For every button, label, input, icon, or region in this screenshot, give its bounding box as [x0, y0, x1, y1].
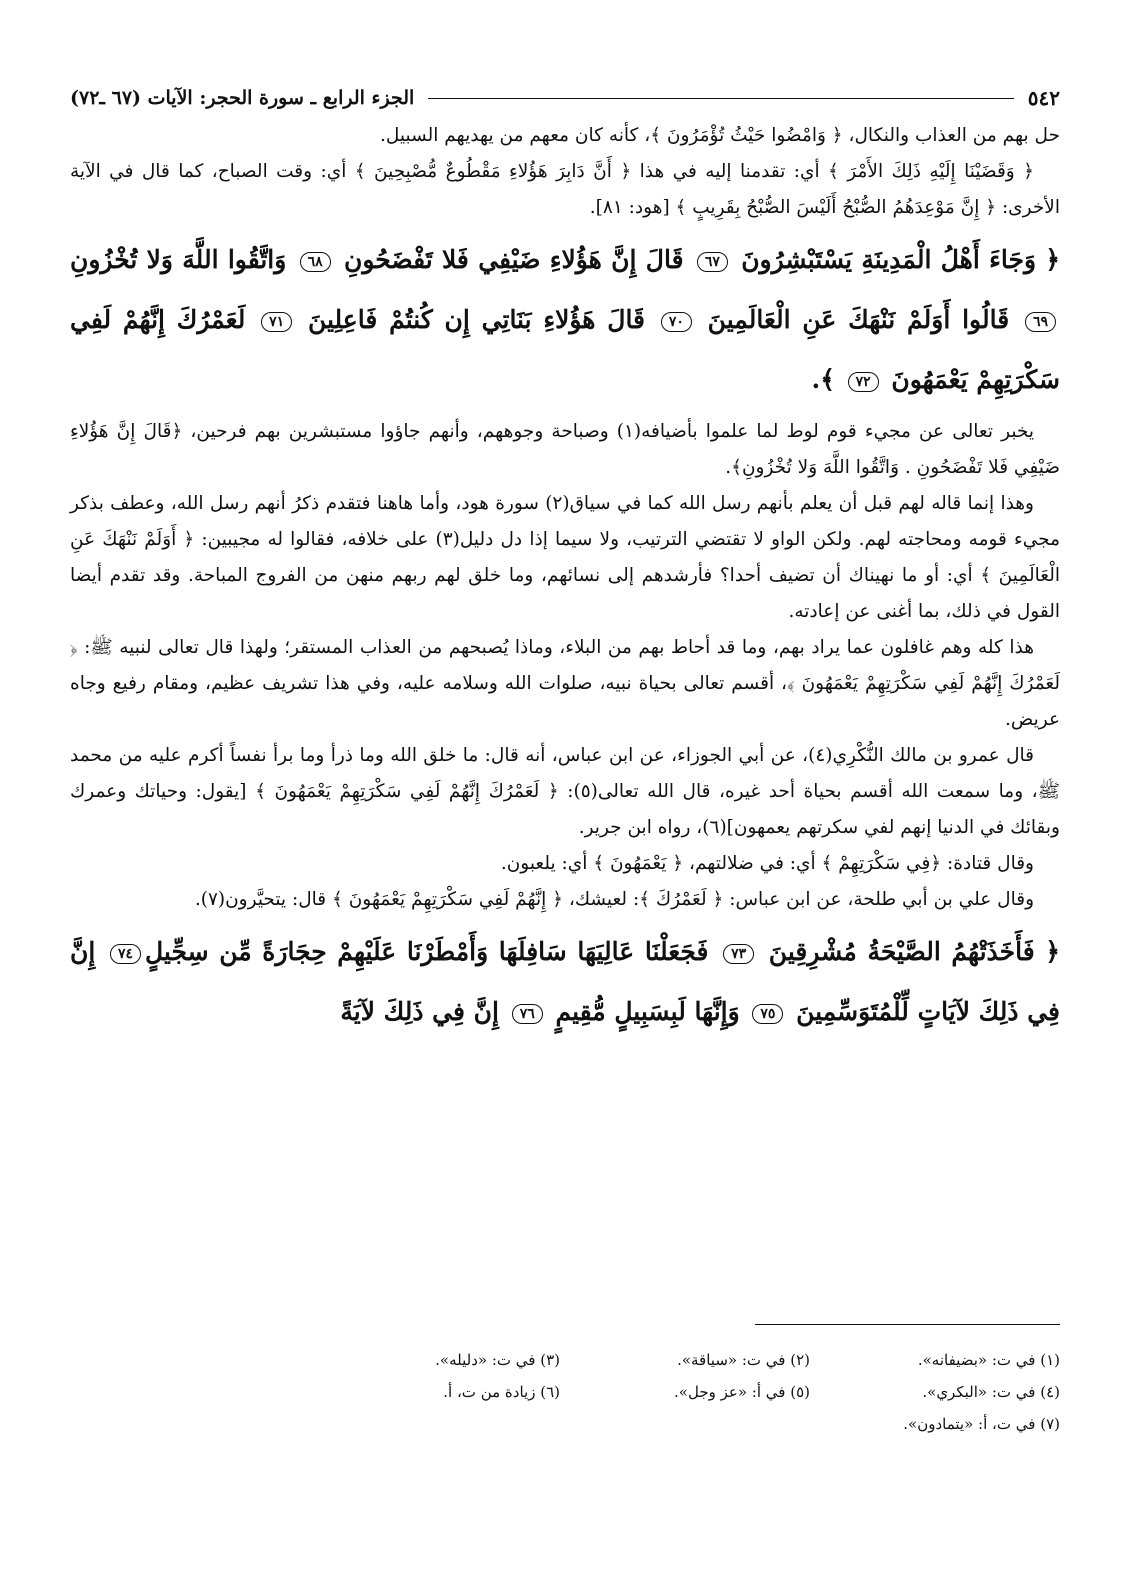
page-number: ٥٤٢ — [1027, 86, 1060, 110]
footnote-row — [300, 1344, 1060, 1376]
page-header — [70, 78, 1060, 118]
commentary-paragraph: وقال علي بن أبي طلحة، عن ابن عباس: ﴿ لَعَمْرُكَ ﴾: لعيشك، ﴿ إِنَّهُمْ لَفِي سَكْرَتِهِمْ يَعْمَهُونَ ﴾ قال: يتحيَّرون(٧). — [194, 889, 1034, 910]
footnote: (٦) زيادة من ت، أ. — [443, 1383, 560, 1401]
footnote: (٧) في ت، أ: «يتمادون». — [903, 1415, 1060, 1433]
commentary-paragraph: ﴿ وَقَضَيْنَا إِلَيْهِ ذَلِكَ الأَمْرَ ﴾ أي: تقدمنا إليه في هذا ﴿ أَنَّ دَابِرَ هَؤُلاءِ مَقْطُوعٌ مُّصْبِحِينَ ﴾ أي: وقت الصباح، كما قال في الآية الأخرى: ﴿ إِنَّ مَوْعِدَهُمُ الصُّبْحُ أَلَيْسَ الصُّبْحُ بِقَرِيبٍ ﴾ [هود: ٨١]. — [70, 161, 1060, 218]
commentary-paragraph: وقال قتادة: ﴿فِي سَكْرَتِهِمْ ﴾ أي: في ضلالتهم، ﴿ يَعْمَهُونَ ﴾ أي: يلعبون. — [500, 853, 1034, 874]
verse-text: لَعَمْرُكَ إِنَّهُمْ لَفِي سَكْرَتِهِمْ يَعْمَهُونَ — [70, 305, 1060, 394]
verse-number-marker: ٦٧ — [697, 252, 728, 272]
verse-text: وَإِنَّهَا لَبِسَبِيلٍ مُّقِيمٍ — [546, 997, 749, 1026]
verse-number-marker: ٧٣ — [723, 944, 754, 964]
verse-text: قَالَ إِنَّ هَؤُلاءِ ضَيْفِي فَلا تَفْضَحُونِ — [334, 245, 693, 274]
footnote-separator — [755, 1324, 1060, 1325]
commentary-paragraph: حل بهم من العذاب والنكال، ﴿ وَامْضُوا حَيْثُ تُؤْمَرُونَ ﴾، كأنه كان معهم من يهديهم السبيل. — [380, 125, 1060, 146]
verse-text: قَالَ هَؤُلاءِ بَنَاتِي إِن كُنتُمْ فَاعِلِينَ — [296, 305, 657, 334]
verse-text: إِنَّ فِي ذَلِكَ لآيَةً — [340, 997, 508, 1026]
footnotes — [300, 1344, 1060, 1440]
running-title: الجزء الرابع ـ سورة الحجر: الآيات (٦٧ ـ٧٢) — [70, 87, 415, 109]
verse-text: إِنَّ فِي ذَلِكَ لآيَاتٍ لِّلْمُتَوَسِّمِينَ — [70, 937, 1060, 1026]
verse-text: ﴿ وَجَاءَ أَهْلُ الْمَدِينَةِ يَسْتَبْشِرُونَ — [731, 245, 1060, 274]
verse-number-marker: ٧٥ — [752, 1004, 783, 1024]
commentary-paragraph: يخبر تعالى عن مجيء قوم لوط لما علموا بأضيافه(١) وصباحة وجوههم، وأنهم جاؤوا مستبشرين بهم فرحين، ﴿قَالَ إِنَّ هَؤُلاءِ ضَيْفِي فَلا تَفْضَحُونِ . وَاتَّقُوا اللَّهَ وَلا تُخْزُونِ﴾. — [70, 421, 1060, 478]
footnote-row — [300, 1408, 1060, 1440]
verse-number-marker: ٦٩ — [1025, 312, 1056, 332]
commentary-paragraph: وهذا إنما قاله لهم قبل أن يعلم بأنهم رسل الله كما في سياق(٢) سورة هود، وأما هاهنا فتقدم ذكرُ أنهم رسل الله، وعطف بذكر مجيء قومه ومحاجته لهم. ولكن الواو لا تقتضي الترتيب، ولا سيما إذا دل دليل(٣) على خلافه، فقالوا له مجيبين: ﴿ أَوَلَمْ نَنْهَكَ عَنِ الْعَالَمِينَ ﴾ أي: أو ما نهيناك أن تضيف أحدا؟ فأرشدهم إلى نسائهم، وما خلق لهم ربهم منهن من الفروج المباحة. وقد تقدم أيضا القول في ذلك، بما أغنى عن إعادته. — [70, 493, 1060, 622]
commentary-paragraph: قال عمرو بن مالك النُّكْرِي(٤)، عن أبي الجوزاء، عن ابن عباس، أنه قال: ما خلق الله وما ذرأ وما برأ نفساً أكرم عليه من محمد ﷺ، وما سمعت الله أقسم بحياة أحد غيره، قال الله تعالى(٥): ﴿ لَعَمْرُكَ إِنَّهُمْ لَفِي سَكْرَتِهِمْ يَعْمَهُونَ ﴾ [يقول: وحياتك وعمرك وبقائك في الدنيا إنهم لفي سكرتهم يعمهون](٦)، رواه ابن جرير. — [70, 745, 1060, 838]
verse-text: قَالُوا أَوَلَمْ نَنْهَكَ عَنِ الْعَالَمِينَ — [695, 305, 1021, 334]
quran-verse-block — [70, 922, 1060, 1042]
document-page — [70, 78, 1060, 1548]
header-rule — [428, 98, 1013, 99]
footnote-row — [300, 1376, 1060, 1408]
quran-verse-block — [70, 230, 1060, 410]
footnote: (٢) في ت: «سياقة». — [677, 1351, 810, 1369]
footnote: (٤) في ت: «البكري». — [922, 1383, 1060, 1401]
verse-text: ﴿ فَأَخَذَتْهُمُ الصَّيْحَةُ مُشْرِقِينَ — [758, 937, 1060, 966]
verse-number-marker: ٧٤ — [110, 944, 141, 964]
footnote: (١) في ت: «بضيفانه». — [917, 1351, 1060, 1369]
footnote: (٥) في أ: «عز وجل». — [674, 1383, 810, 1401]
verse-text: وَاتَّقُوا اللَّهَ وَلا تُخْزُونِ — [70, 245, 296, 274]
verse-number-marker: ٧٢ — [848, 372, 879, 392]
page-body — [70, 118, 1060, 1042]
commentary-paragraph: هذا كله وهم غافلون عما يراد بهم، وما قد أحاط بهم من البلاء، وماذا يُصبحهم من العذاب المستقر؛ ولهذا قال تعالى لنبيه ﷺ: ﴿ لَعَمْرُكَ إِنَّهُمْ لَفِي سَكْرَتِهِمْ يَعْمَهُونَ ﴾، أقسم تعالى بحياة نبيه، صلوات الله وسلامه عليه، وفي هذا تشريف عظيم، ومقام رفيع وجاه عريض. — [70, 637, 1060, 730]
verse-number-marker: ٧٠ — [661, 312, 692, 332]
footnote: (٣) في ت: «دليله». — [435, 1351, 560, 1369]
verse-text: ﴾. — [811, 365, 844, 394]
verse-number-marker: ٦٨ — [300, 252, 331, 272]
verse-number-marker: ٧٦ — [512, 1004, 543, 1024]
verse-text: فَجَعَلْنَا عَالِيَهَا سَافِلَهَا وَأَمْطَرْنَا عَلَيْهِمْ حِجَارَةً مِّن سِجِّيلٍ — [145, 937, 720, 966]
verse-number-marker: ٧١ — [261, 312, 292, 332]
